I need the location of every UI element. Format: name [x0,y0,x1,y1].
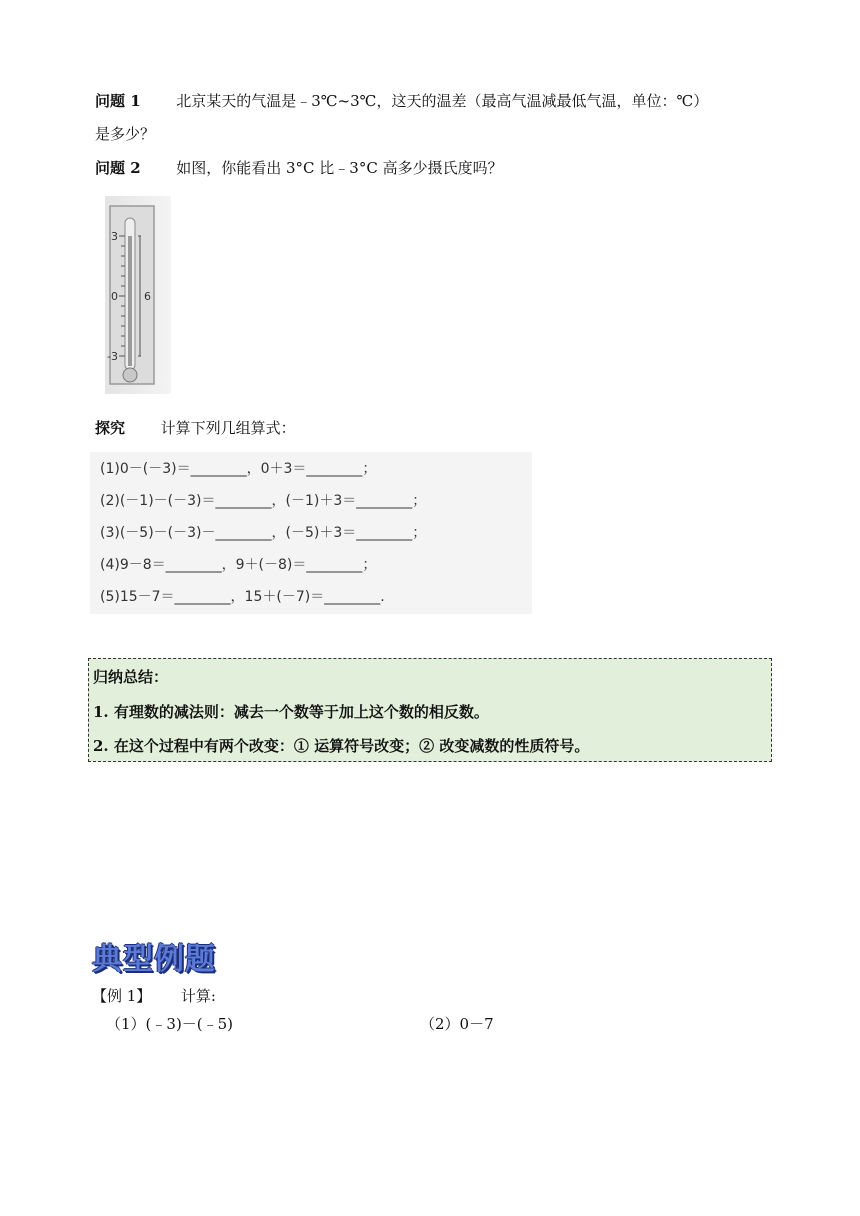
calc-row-3: (3)(－5)－(－3)－________，(－5)＋3＝________； [100,525,427,541]
thermometer-tick-3: 3 [111,230,118,243]
section-heading: 典型例题 [92,942,216,977]
question-1-label: 问题 1 [95,92,141,110]
explore-text: 计算下列几组算式： [160,419,296,437]
explore-label: 探究 [95,419,126,437]
thermometer-icon [105,196,171,394]
calc-row-1: (1)0－(－3)＝________，0＋3＝________； [100,461,377,477]
calculation-exercises [90,452,532,614]
question-1 [95,91,708,111]
thermometer-tick-0: 0 [111,290,118,303]
summary-item-1: 1. 有理数的减法则：减去一个数等于加上这个数的相反数。 [93,703,489,721]
calc-row-2: (2)(－1)－(－3)＝________，(－1)＋3＝________； [100,493,427,509]
thermometer-tick-minus-3: -3 [107,350,118,363]
example-1-part-2: （2）0－7 [420,1015,494,1033]
question-2-text: 如图，你能看出 3°C 比﹣3°C 高多少摄氏度吗？ [176,159,503,177]
summary-title: 归纳总结： [93,668,169,686]
example-1-text: 计算: [180,987,216,1005]
question-2-label: 问题 2 [95,159,141,177]
example-1 [92,986,216,1006]
example-1-label: 【例 1】 [92,987,152,1005]
summary-item-2: 2. 在这个过程中有两个改变：① 运算符号改变；② 改变减数的性质符号。 [93,737,590,755]
summary-box [88,658,772,762]
question-1-continued: 是多少？ [95,125,156,143]
question-1-text: 北京某天的气温是﹣3℃~3℃，这天的温差（最高气温减最低气温，单位：℃） [176,92,709,110]
thermometer-difference: 6 [144,290,151,303]
thermometer-figure [105,196,171,394]
calc-row-5: (5)15－7＝________，15＋(－7)＝________. [100,589,385,605]
explore [95,418,296,438]
example-1-part-1: （1）(﹣3)－(﹣5) [106,1015,234,1033]
calc-row-4: (4)9－8＝________，9＋(－8)＝________； [100,557,377,573]
question-2 [95,158,503,178]
